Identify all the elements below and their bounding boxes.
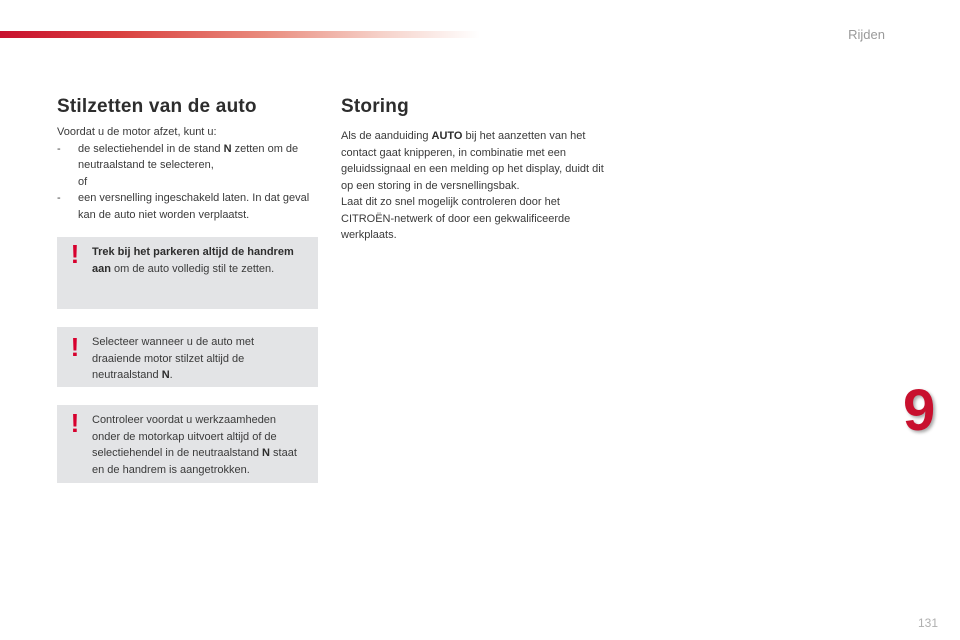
or-text: of: [78, 175, 88, 188]
right-column: [341, 96, 611, 244]
warning-box-handbrake: ! Trek bij het parkeren altijd de handrem aan om de auto volledig stil te zetten.: [57, 237, 318, 309]
warning-box-bonnet: ! Controleer voordat u werkzaamheden onder de motorkap uitvoert altijd of de selectiehendel in de neutraalstand N staat en de handrem is aangetrokken.: [57, 405, 318, 483]
list-dash: -: [57, 192, 61, 204]
page-number: 131: [917, 616, 938, 630]
left-column: [57, 96, 319, 223]
list-item: - de selectiehendel in de stand N zetten om de neutraalstand te selecteren,: [57, 141, 319, 174]
header-gradient-bar: [0, 31, 480, 38]
intro-text: Voordat u de motor afzet, kunt u:: [57, 126, 217, 138]
section-title-storing: Storing: [341, 96, 409, 117]
storing-paragraph: Als de aanduiding AUTO bij het aanzetten van het contact gaat knipperen, in combinatie met een geluidssignaal en een melding op het display, duidt dit op een storing in de versnellingsbak.: [341, 130, 604, 192]
exclamation-icon: !: [70, 239, 80, 269]
chapter-number: 9: [903, 378, 936, 443]
section-title-stilzetten: Stilzetten van de auto: [57, 96, 257, 117]
auto-indicator-label: AUTO: [431, 130, 463, 142]
section-label: Rijden: [848, 27, 885, 42]
exclamation-icon: !: [70, 408, 80, 438]
exclamation-icon: !: [70, 332, 80, 362]
list-item: - een versnelling ingeschakeld laten. In dat geval kan de auto niet worden verplaatst.: [57, 190, 319, 223]
gear-n-label: N: [223, 142, 232, 155]
warning-box-neutral: ! Selecteer wanneer u de auto met draaiende motor stilzet altijd de neutraalstand N.: [57, 327, 318, 387]
list-dash: -: [57, 142, 61, 155]
storing-advice: Laat dit zo snel mogelijk controleren door het CITROËN-netwerk of door een gekwalificeerde werkplaats.: [341, 196, 571, 241]
